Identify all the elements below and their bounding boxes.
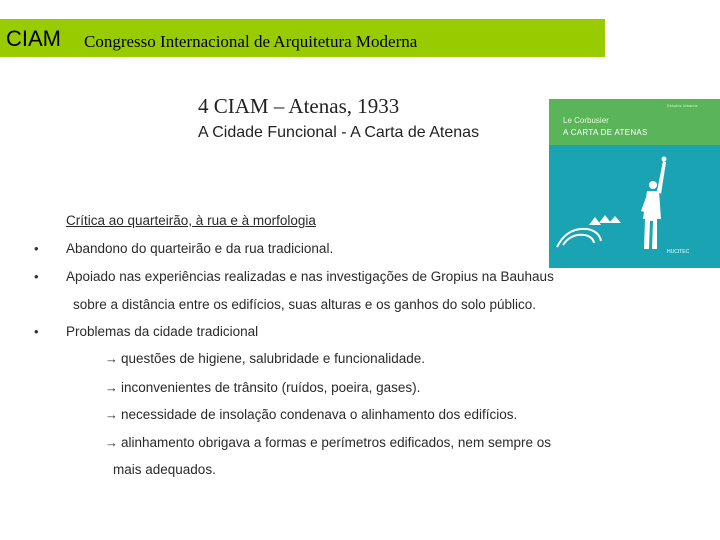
bullet-text: Apoiado nas experiências realizadas e nas investigações de Gropius na Bauhaus	[66, 269, 554, 284]
arrow-marker: →	[105, 380, 118, 395]
book-title: A CARTA DE ATENAS	[563, 128, 648, 137]
header-acronym: CIAM	[6, 26, 61, 51]
bullet-text: Abandono do quarteirão e da rua tradicional.	[66, 241, 334, 256]
slide-title: 4 CIAM – Atenas, 1933	[198, 94, 400, 118]
sub-item-text: inconvenientes de trânsito (ruídos, poeira, gases).	[121, 380, 421, 395]
arrow-marker: →	[105, 407, 118, 422]
book-author: Le Corbusier	[563, 116, 609, 125]
arrow-marker: →	[105, 351, 118, 366]
bullet-marker: •	[34, 241, 39, 256]
bullet-marker: •	[34, 324, 39, 339]
sub-item-continuation: mais adequados.	[113, 462, 216, 477]
arrow-marker: →	[105, 435, 118, 450]
content-heading: Crítica ao quarteirão, à rua e à morfologia	[66, 213, 316, 228]
bullet-text: Problemas da cidade tradicional	[66, 324, 259, 339]
sub-item-text: necessidade de insolação condenava o alinhamento dos edifícios.	[121, 407, 518, 422]
header-title: Congresso Internacional de Arquitetura Moderna	[84, 32, 418, 51]
bullet-marker: •	[34, 269, 39, 284]
sub-item-text: alinhamento obrigava a formas e perímetros edificados, nem sempre os	[121, 435, 551, 450]
book-series: Estudos Urbanos	[667, 103, 698, 108]
book-publisher: HUCITEC	[667, 249, 690, 255]
slide-subtitle: A Cidade Funcional - A Carta de Atenas	[198, 124, 480, 141]
sub-item-text: questões de higiene, salubridade e funcionalidade.	[121, 351, 425, 366]
bullet-continuation: sobre a distância entre os edifícios, suas alturas e os ganhos do solo público.	[73, 297, 537, 312]
